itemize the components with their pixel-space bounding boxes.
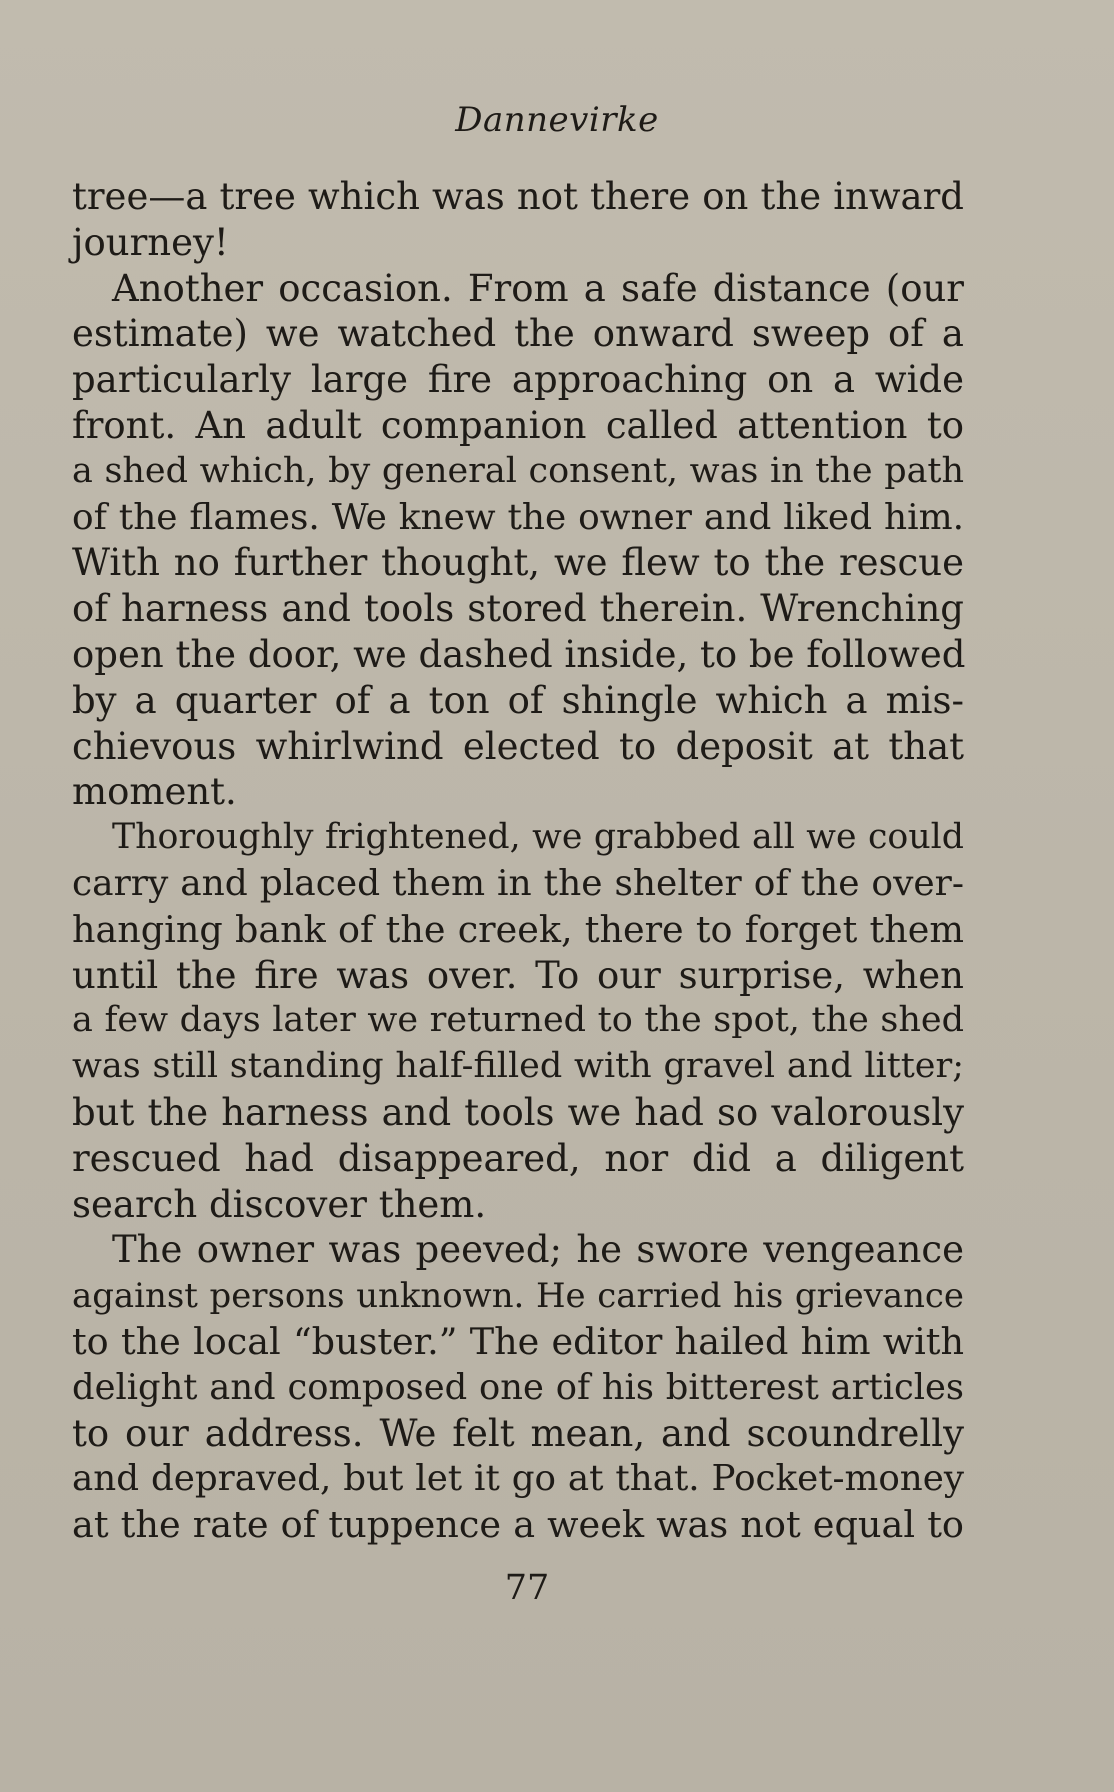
page-number: 77 [504,1568,550,1608]
text-line: journey! [72,220,229,264]
paragraph-1 [72,174,964,266]
text-line: front. An adult companion called attention to [72,403,964,447]
text-line: carry and placed them in the shelter of the over- [72,862,964,904]
text-line: Another occasion. From a safe distance (our [112,266,964,310]
text-line: chievous whirlwind elected to deposit at that [72,724,964,768]
text-line: The owner was peeved; he swore vengeance [112,1228,964,1272]
text-line: to the local “buster.” The editor hailed him with [72,1319,964,1363]
paragraph-3 [72,815,964,1227]
text-line: against persons unknown. He carried his grievance [72,1276,964,1316]
text-line: With no further thought, we flew to the rescue [72,541,964,585]
text-line: hanging bank of the creek, there to forget them [72,907,964,951]
text-line: by a quarter of a ton of shingle which a mis- [72,678,964,722]
text-line: moment. [72,770,237,814]
paragraph-4 [72,1227,964,1548]
body-text [72,174,964,1548]
text-line: Thoroughly frightened, we grabbed all we could [112,817,964,858]
text-line: search discover them. [72,1182,487,1226]
text-line: estimate) we watched the onward sweep of a [72,312,964,356]
text-line: of harness and tools stored therein. Wrenching [72,587,964,631]
text-line: but the harness and tools we had so valorously [72,1090,964,1134]
text-line: was still standing half-filled with gravel and litter; [72,1046,964,1087]
text-line: particularly large fire approaching on a wide [72,358,964,402]
text-line: open the door, we dashed inside, to be followed [72,632,966,676]
paragraph-2 [72,266,964,816]
text-line: tree—a tree which was not there on the inward [72,175,964,218]
text-line: delight and composed one of his bitterest articles [72,1366,964,1408]
text-line: rescued had disappeared, nor did a diligent [72,1136,964,1180]
running-title: Dannevirke [455,100,659,140]
text-line: at the rate of tuppence a week was not equal to [72,1503,964,1547]
text-line: to our address. We felt mean, and scoundrelly [72,1411,964,1455]
text-line: of the flames. We knew the owner and liked him. [72,496,964,538]
text-line: a shed which, by general consent, was in the path [72,450,964,491]
text-line: until the fire was over. To our surprise, when [72,953,964,997]
text-line: a few days later we returned to the spot, the shed [72,1000,964,1041]
text-line: and depraved, but let it go at that. Pocket-money [72,1458,964,1500]
